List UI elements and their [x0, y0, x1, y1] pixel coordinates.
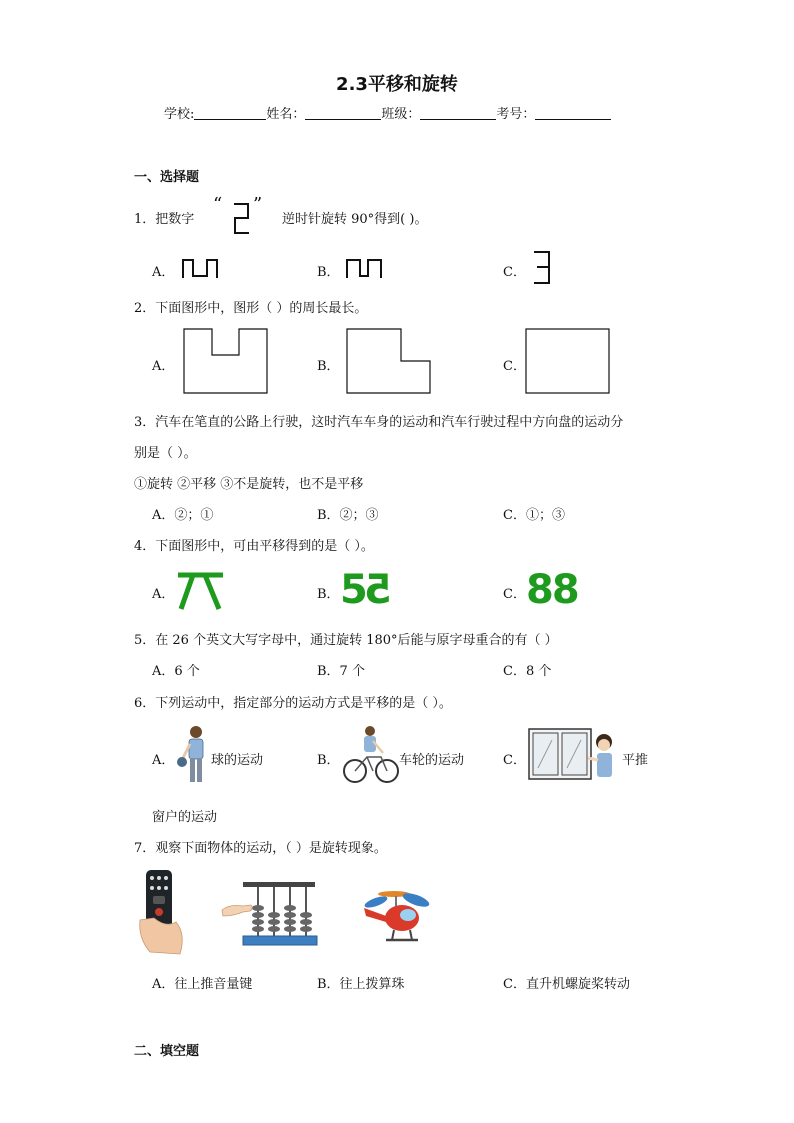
page-title: 2.3平移和旋转: [336, 74, 458, 95]
q4-text: 4．下面图形中，可由平移得到的是（ ）。: [134, 539, 374, 554]
q6-option-c-text: 平推: [622, 753, 649, 768]
boy-riding-bicycle-illustration: [343, 725, 401, 785]
q4-option-c-glyph: 88: [526, 567, 578, 613]
q2-text: 2．下面图形中，图形（ ）的周长最长。: [134, 301, 368, 316]
q4-option-c-label[interactable]: C．: [503, 587, 526, 602]
q4-option-b-glyph: 55: [340, 567, 392, 613]
school-blank[interactable]: [194, 107, 266, 120]
q6-option-b-label[interactable]: B．: [317, 753, 340, 768]
q1-close-quote: ”: [253, 194, 263, 215]
name-blank[interactable]: [305, 107, 381, 120]
q3-choices-legend: ①旋转 ②平移 ③不是旋转，也不是平移: [134, 477, 364, 492]
q1-prefix: 1．把数字: [134, 212, 195, 227]
q6-option-c-continued: 窗户的运动: [152, 810, 218, 825]
q1-option-a-figure: [182, 258, 220, 280]
abacus-illustration: [221, 880, 319, 948]
q3-option-b[interactable]: B．②；③: [317, 508, 379, 523]
q4-option-b-label[interactable]: B．: [317, 587, 340, 602]
student-info-line: [164, 103, 611, 122]
digit-two-glyph: [232, 202, 252, 236]
q1-option-c-figure: [532, 250, 552, 286]
class-label: 班级：: [381, 107, 421, 122]
q2-option-c-label[interactable]: C．: [503, 359, 526, 374]
q1-suffix: 逆时针旋转 90°得到( )。: [282, 212, 428, 227]
number-blank[interactable]: [535, 107, 611, 120]
q2-option-a-shape: [183, 328, 269, 394]
q7-option-b[interactable]: B．往上拨算珠: [317, 977, 405, 992]
q4-option-a-label[interactable]: A．: [152, 587, 175, 602]
q2-option-c-shape: [525, 328, 611, 394]
q5-option-c[interactable]: C．8 个: [503, 664, 552, 679]
q5-option-a[interactable]: A．6 个: [152, 664, 200, 679]
q2-option-b-label[interactable]: B．: [317, 359, 340, 374]
boy-bouncing-ball-illustration: [174, 724, 214, 786]
q1-option-b-label[interactable]: B．: [317, 265, 340, 280]
q7-option-a[interactable]: A．往上推音量键: [152, 977, 253, 992]
toy-helicopter-illustration: [358, 888, 438, 948]
school-label: 学校:: [164, 107, 195, 122]
remote-control-in-hand-illustration: [136, 868, 186, 956]
q3-option-c[interactable]: C．①；③: [503, 508, 565, 523]
q3-text-line1: 3．汽车在笔直的公路上行驶，这时汽车车身的运动和汽车行驶过程中方向盘的运动分: [134, 415, 624, 430]
q7-text: 7．观察下面物体的运动，（ ）是旋转现象。: [134, 841, 387, 856]
q2-option-a-label[interactable]: A．: [152, 359, 175, 374]
q6-option-b-text: 车轮的运动: [399, 753, 465, 768]
q5-option-b[interactable]: B．7 个: [317, 664, 365, 679]
q6-option-c-label[interactable]: C．: [503, 753, 526, 768]
q2-option-b-shape: [346, 328, 432, 394]
q6-option-a-label[interactable]: A．: [152, 753, 175, 768]
name-label: 姓名：: [266, 107, 306, 122]
q6-text: 6．下列运动中，指定部分的运动方式是平移的是（ ）。: [134, 696, 452, 711]
q4-option-a-glyph: [177, 571, 225, 611]
q1-option-a-label[interactable]: A．: [152, 265, 175, 280]
q3-option-a[interactable]: A．②；①: [152, 508, 214, 523]
q3-text-line2: 别是（ ）。: [134, 446, 197, 461]
class-blank[interactable]: [420, 107, 496, 120]
number-label: 考号：: [496, 107, 536, 122]
q1-open-quote: “: [213, 194, 223, 215]
section-choice-heading: 一、选择题: [134, 170, 200, 185]
q5-text: 5．在 26 个英文大写字母中，通过旋转 180°后能与原字母重合的有（ ）: [134, 633, 558, 648]
q1-option-c-label[interactable]: C．: [503, 265, 526, 280]
q1-option-b-figure: [346, 258, 384, 280]
section-fill-heading: 二、填空题: [134, 1044, 200, 1059]
window-pushing-illustration: [528, 728, 622, 782]
q7-option-c[interactable]: C．直升机螺旋桨转动: [503, 977, 630, 992]
q6-option-a-text: 球的运动: [211, 753, 264, 768]
